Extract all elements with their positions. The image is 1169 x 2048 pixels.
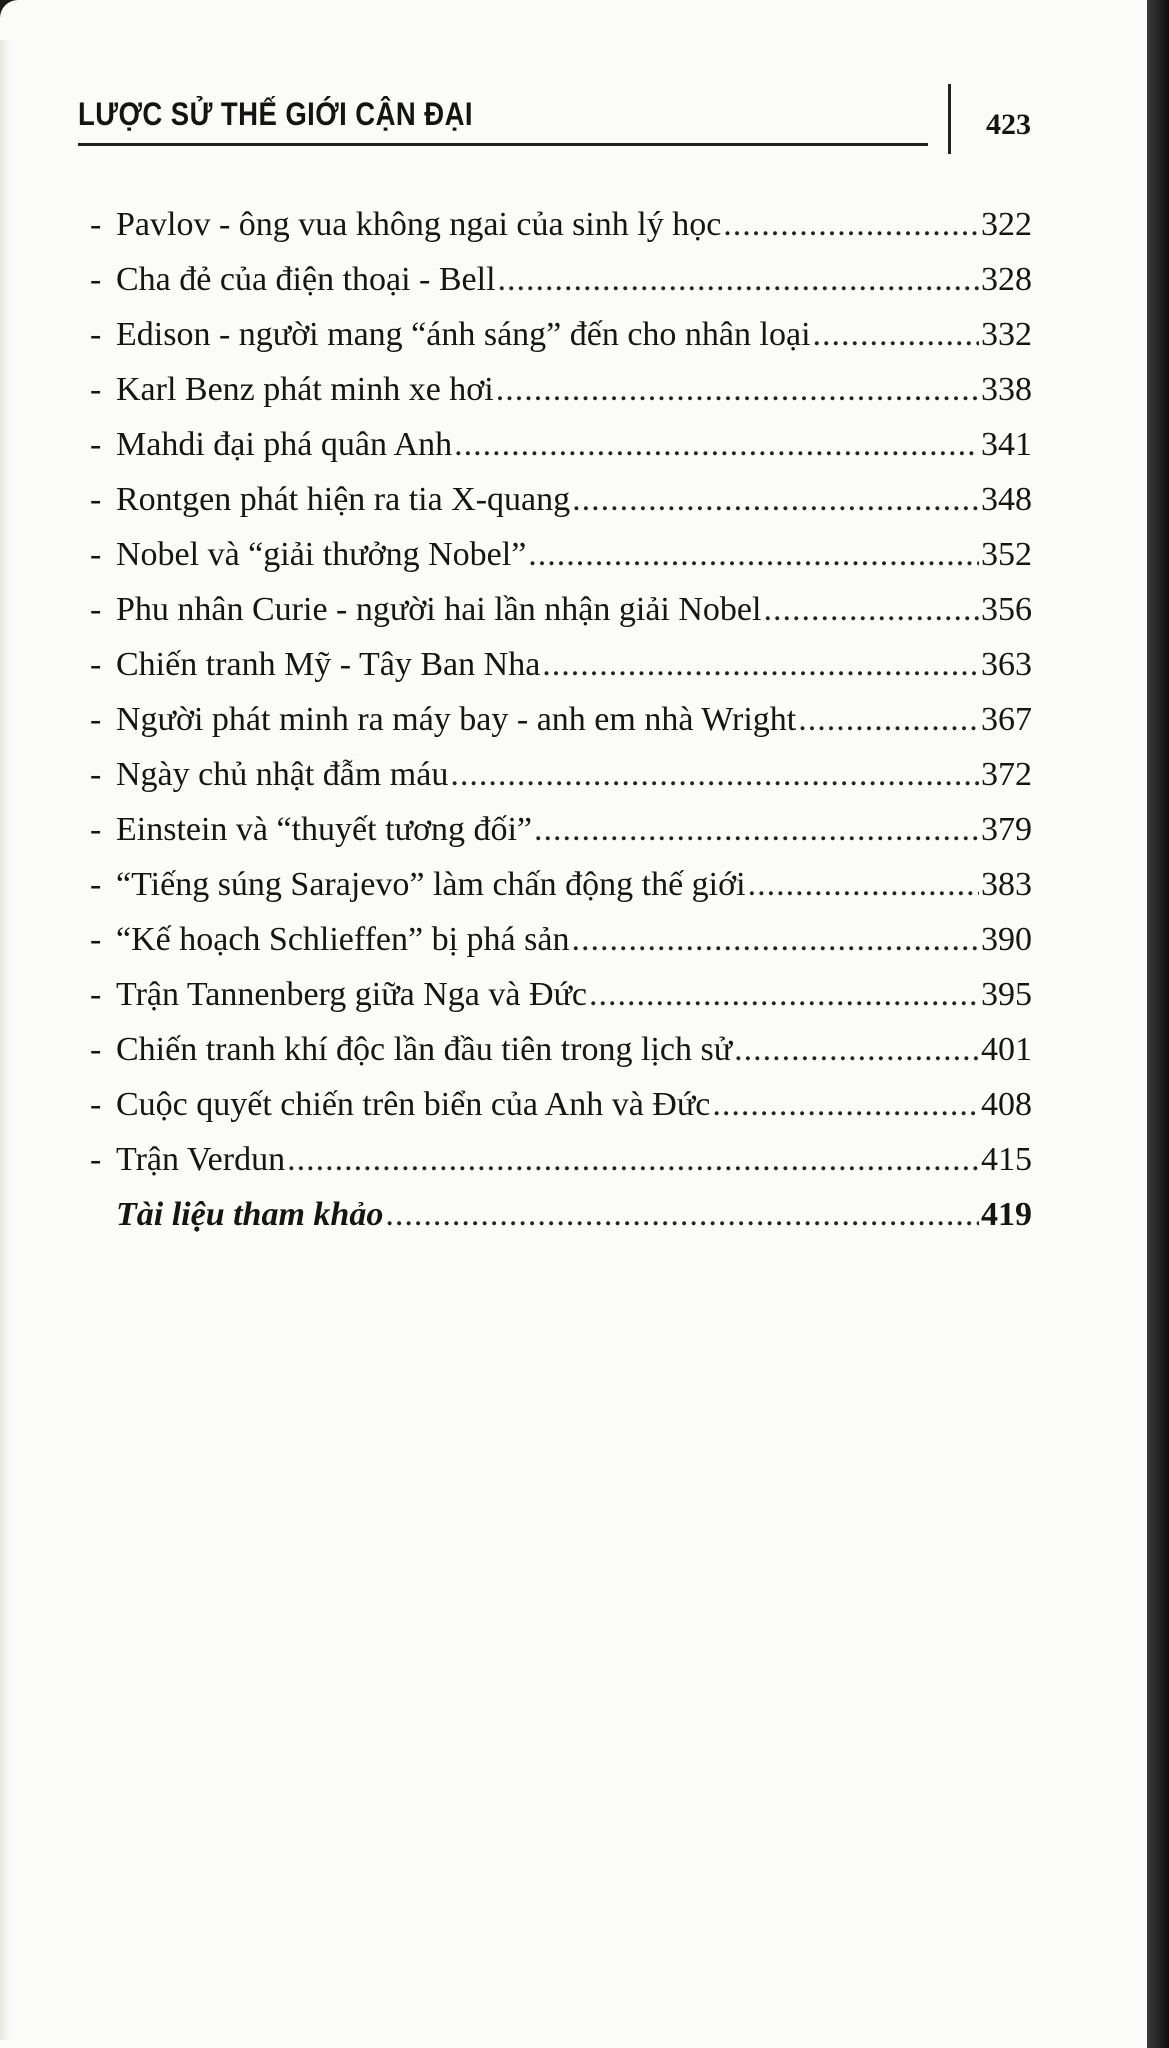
toc-entry bbox=[90, 1141, 1032, 1196]
toc-entry-page: 332 bbox=[981, 316, 1032, 353]
toc-entry bbox=[90, 756, 1032, 811]
toc-dot-leader bbox=[798, 701, 979, 739]
toc-entry bbox=[90, 701, 1032, 756]
toc-entry-page: 322 bbox=[981, 206, 1032, 243]
toc-entry bbox=[90, 426, 1032, 481]
toc-entry-page: 415 bbox=[981, 1141, 1032, 1178]
toc-dot-leader bbox=[572, 481, 979, 519]
toc-entry-page: 328 bbox=[981, 261, 1032, 298]
toc-entry-title: Rontgen phát hiện ra tia X-quang bbox=[116, 481, 571, 518]
toc-entry bbox=[90, 481, 1032, 536]
toc-entry-title: Cha đẻ của điện thoại - Bell bbox=[116, 261, 496, 298]
toc-dot-leader bbox=[813, 316, 979, 354]
toc-entry-page: 395 bbox=[981, 976, 1032, 1013]
toc-entry-dash: - bbox=[90, 756, 102, 793]
toc-entry-dash: - bbox=[90, 701, 102, 738]
toc-entry-dash: - bbox=[90, 1031, 102, 1068]
toc-entry-page: 383 bbox=[981, 866, 1032, 903]
toc-entry-page: 348 bbox=[981, 481, 1032, 518]
toc-entry-page: 372 bbox=[981, 756, 1032, 793]
running-header-title: LƯỢC SỬ THẾ GIỚI CẬN ĐẠI bbox=[78, 96, 473, 132]
toc-entry-dash: - bbox=[90, 921, 102, 958]
page-number: 423 bbox=[986, 108, 1031, 141]
toc-dot-leader bbox=[723, 206, 979, 244]
toc-entry-title: Chiến tranh khí độc lần đầu tiên trong lịch sử bbox=[116, 1031, 733, 1068]
toc-entry bbox=[90, 206, 1032, 261]
toc-entry-title: Trận Tannenberg giữa Nga và Đức bbox=[116, 976, 588, 1013]
toc-dot-leader bbox=[589, 976, 979, 1014]
toc-references-entry bbox=[90, 1196, 1032, 1251]
toc-entry-title: Trận Verdun bbox=[116, 1141, 286, 1178]
toc-entry bbox=[90, 1086, 1032, 1141]
toc-entry-dash: - bbox=[90, 646, 102, 683]
toc-dot-leader bbox=[454, 426, 979, 464]
toc-entry bbox=[90, 646, 1032, 701]
toc-dot-leader bbox=[496, 371, 979, 409]
table-of-contents bbox=[90, 206, 1032, 1251]
toc-entry-title: Edison - người mang “ánh sáng” đến cho nhân loại bbox=[116, 316, 811, 353]
toc-entry-title: “Tiếng súng Sarajevo” làm chấn động thế giới bbox=[116, 866, 746, 903]
toc-entry-dash: - bbox=[90, 591, 102, 628]
toc-entry bbox=[90, 976, 1032, 1031]
header-vertical-rule bbox=[948, 84, 951, 154]
toc-entry-page: 356 bbox=[981, 591, 1032, 628]
toc-entry-title: “Kế hoạch Schlieffen” bị phá sản bbox=[116, 921, 570, 958]
toc-entry-title: Phu nhân Curie - người hai lần nhận giải Nobel bbox=[116, 591, 762, 628]
toc-dot-leader bbox=[528, 536, 979, 574]
toc-entry bbox=[90, 811, 1032, 866]
toc-entry-page: 363 bbox=[981, 646, 1032, 683]
toc-dot-leader bbox=[287, 1141, 979, 1179]
toc-entry-title: Mahdi đại phá quân Anh bbox=[116, 426, 453, 463]
toc-entry bbox=[90, 536, 1032, 591]
toc-references-page: 419 bbox=[981, 1196, 1032, 1233]
header-rule bbox=[78, 143, 928, 146]
toc-dot-leader bbox=[571, 921, 979, 959]
toc-entry-page: 390 bbox=[981, 921, 1032, 958]
toc-entry-page: 379 bbox=[981, 811, 1032, 848]
toc-entry-page: 367 bbox=[981, 701, 1032, 738]
toc-entry-dash: - bbox=[90, 371, 102, 408]
toc-entry-title: Người phát minh ra máy bay - anh em nhà Wright bbox=[116, 701, 797, 738]
toc-entry-dash: - bbox=[90, 1086, 102, 1123]
toc-entry-title: Chiến tranh Mỹ - Tây Ban Nha bbox=[116, 646, 541, 683]
toc-entry bbox=[90, 1031, 1032, 1086]
toc-entry-title: Pavlov - ông vua không ngai của sinh lý học bbox=[116, 206, 722, 243]
toc-entry-dash: - bbox=[90, 1141, 102, 1178]
toc-dot-leader bbox=[748, 866, 979, 904]
toc-entry-dash: - bbox=[90, 426, 102, 463]
toc-entry-dash: - bbox=[90, 481, 102, 518]
toc-entry-title: Nobel và “giải thưởng Nobel” bbox=[116, 536, 527, 573]
toc-entry bbox=[90, 921, 1032, 976]
toc-dot-leader bbox=[385, 1196, 979, 1234]
page-edge-shading bbox=[0, 40, 10, 2040]
toc-entry-title: Ngày chủ nhật đẫm máu bbox=[116, 756, 449, 793]
toc-dot-leader bbox=[712, 1086, 979, 1124]
toc-entry-dash: - bbox=[90, 261, 102, 298]
toc-entry bbox=[90, 261, 1032, 316]
toc-entry-page: 352 bbox=[981, 536, 1032, 573]
toc-dot-leader bbox=[763, 591, 979, 629]
toc-dot-leader bbox=[734, 1031, 979, 1069]
toc-dot-leader bbox=[534, 811, 979, 849]
toc-entry-page: 401 bbox=[981, 1031, 1032, 1068]
toc-entry-title: Cuộc quyết chiến trên biển của Anh và Đức bbox=[116, 1086, 711, 1123]
toc-entry bbox=[90, 591, 1032, 646]
toc-dot-leader bbox=[498, 261, 979, 299]
toc-entry-dash: - bbox=[90, 976, 102, 1013]
toc-references-title: Tài liệu tham khảo bbox=[116, 1196, 384, 1233]
toc-entry bbox=[90, 371, 1032, 426]
toc-entry-dash: - bbox=[90, 866, 102, 903]
toc-entry-dash: - bbox=[90, 316, 102, 353]
toc-entry bbox=[90, 866, 1032, 921]
toc-entry-dash: - bbox=[90, 811, 102, 848]
toc-entry-page: 408 bbox=[981, 1086, 1032, 1123]
toc-dot-leader bbox=[542, 646, 979, 684]
page-gutter-shadow bbox=[1147, 0, 1169, 2048]
toc-entry-title: Einstein và “thuyết tương đối” bbox=[116, 811, 532, 848]
toc-entry-dash: - bbox=[90, 536, 102, 573]
toc-entry-title: Karl Benz phát minh xe hơi bbox=[116, 371, 494, 408]
toc-entry-page: 338 bbox=[981, 371, 1032, 408]
toc-entry-page: 341 bbox=[981, 426, 1032, 463]
toc-dot-leader bbox=[450, 756, 979, 794]
toc-entry-dash: - bbox=[90, 206, 102, 243]
toc-entry bbox=[90, 316, 1032, 371]
